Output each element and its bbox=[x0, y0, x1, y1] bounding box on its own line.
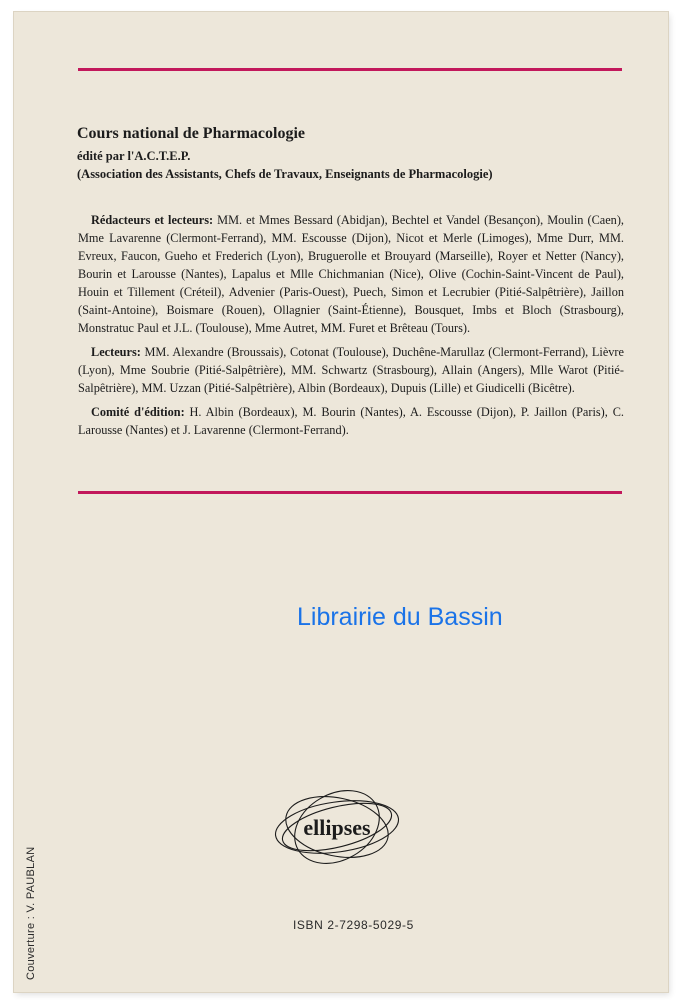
logo-wordmark: ellipses bbox=[303, 815, 371, 840]
readers-paragraph bbox=[78, 343, 624, 397]
editors-readers-text: MM. et Mmes Bessard (Abidjan), Bechtel et Vandel (Besançon), Moulin (Caen), Mme Lavarenne (Clermont-Ferrand), MM. Escousse (Dijon), Nicot et Merle (Limoges), Mme Durr, MM. Evreux, Faucon, Gueho et Frederich (Lyon), Bruguerolle et Brouyard (Marseille), Royer et Netter (Nancy), Bourin et Larousse (Nantes), Lapalus et Mlle Chichmanian (Nice), Olive (Cochin-Saint-Vincent de Paul), Houin et Tillement (Créteil), Advenier (Paris-Ouest), Puech, Simon et Lecrubier (Pitié-Salpêtrière), Jaillon (Saint-Antoine), Boismare (Rouen), Ollagnier (Saint-Étienne), Bousquet, Imbs et Bloch (Strasbourg), Monstratuc Paul et J.L. (Toulouse), Mme Autret, MM. Furet et Brêteau (Tours). bbox=[78, 213, 625, 335]
bookseller-watermark: Librairie du Bassin bbox=[297, 603, 503, 631]
readers-text: MM. Alexandre (Broussais), Cotonat (Toulouse), Duchêne-Marullaz (Clermont-Ferrand), Lièvre (Lyon), Mme Soubrie (Pitié-Salpêtrière), MM. Schwartz (Strasbourg), Allain (Angers), Mlle Warot (Pitié-Salpêtrière), MM. Uzzan (Pitié-Salpêtrière), Albin (Bordeaux), Dupuis (Lille) et Giudicelli (Bicêtre). bbox=[78, 345, 624, 395]
ellipses-logo bbox=[270, 784, 404, 870]
readers-lead: Lecteurs: bbox=[91, 345, 141, 359]
bottom-magenta-rule bbox=[78, 491, 622, 494]
top-magenta-rule bbox=[78, 68, 622, 71]
editorial-committee-lead: Comité d'édition: bbox=[91, 405, 185, 419]
editors-readers-lead: Rédacteurs et lecteurs: bbox=[91, 213, 214, 227]
editors-readers-paragraph bbox=[78, 211, 624, 337]
isbn: ISBN 2-7298-5029-5 bbox=[293, 918, 414, 932]
contributors-block bbox=[78, 211, 624, 445]
back-cover bbox=[14, 12, 668, 992]
editorial-committee-paragraph bbox=[78, 403, 624, 439]
book-title: Cours national de Pharmacologie bbox=[77, 125, 305, 142]
cover-credit: Couverture : V. PAUBLAN bbox=[25, 846, 37, 980]
edited-by-line: édité par l'A.C.T.E.P. bbox=[77, 149, 191, 163]
editorial-committee-text: H. Albin (Bordeaux), M. Bourin (Nantes), A. Escousse (Dijon), P. Jaillon (Paris), C. Larousse (Nantes) et J. Lavarenne (Clermont-Ferrand). bbox=[78, 405, 624, 437]
association-line: (Association des Assistants, Chefs de Travaux, Enseignants de Pharmacologie) bbox=[77, 167, 493, 181]
